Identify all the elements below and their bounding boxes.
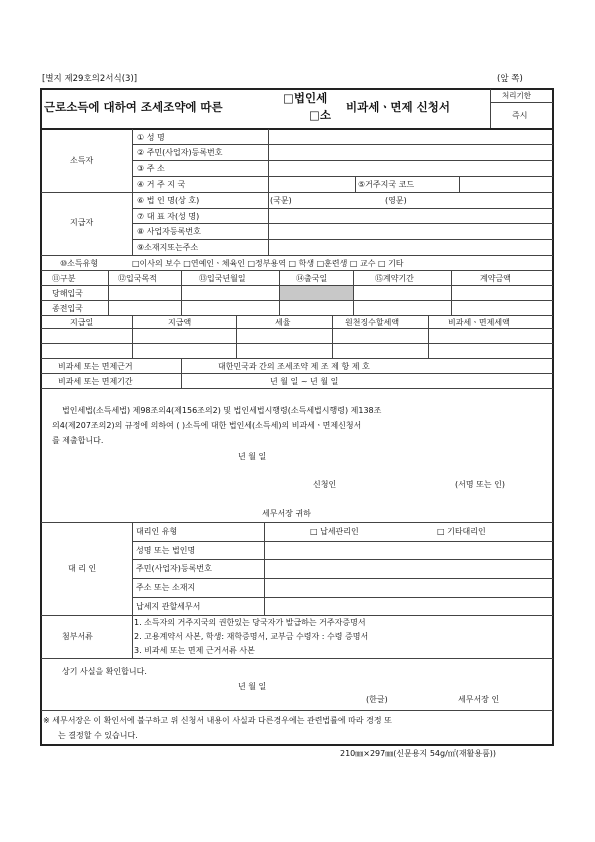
entry-col-header: ⑪구분 [52, 274, 76, 283]
field-corp-name-english: (영문) [385, 196, 407, 205]
confirm-seal-label: (한글) [366, 695, 388, 704]
form-id: [별지 제29호의2서식(3)] [42, 74, 138, 84]
confirm-date[interactable]: 년 월 일 [238, 682, 267, 691]
note-line: 는 결정할 수 있습니다. [58, 731, 138, 740]
payment-col-header: 비과세ㆍ면제세액 [448, 318, 510, 327]
form-title-suffix: 비과세ㆍ면제 신청서 [346, 100, 450, 114]
agent-type-tax-manager[interactable]: □ 납세관리인 [310, 527, 359, 536]
attachment-item: 3. 비과세 또는 면제 근거서류 사본 [134, 646, 255, 655]
field-biz-no-label: ⑧ 사업자등록번호 [137, 227, 201, 236]
processing-period-label: 처리기한 [502, 91, 531, 100]
payment-col-header: 원천징수할세액 [345, 318, 400, 327]
attachment-item: 2. 고용계약서 사본, 학생: 재학증명서, 교부금 수령자 : 수령 증명서 [134, 632, 369, 641]
form-frame [40, 88, 554, 746]
exemption-period-value[interactable]: 년 월 일 ~ 년 월 일 [270, 377, 339, 386]
agent-name-label: 성명 또는 법인명 [136, 546, 196, 555]
field-address-label: ③ 주 소 [137, 164, 165, 173]
exemption-basis-label: 비과세 또는 면제근거 [58, 362, 133, 371]
income-earner-label: 소득자 [70, 156, 94, 165]
entry-col-header: ⑬입국년월일 [199, 274, 246, 283]
agent-type-other[interactable]: □ 기타대리인 [437, 527, 486, 536]
payment-col-header: 세율 [275, 318, 291, 327]
statement-date[interactable]: 년 월 일 [238, 452, 267, 461]
field-corp-name-label: ⑥ 법 인 명(상 호) [137, 196, 200, 205]
entry-col-header: ⑮계약기간 [375, 274, 414, 283]
paper-spec: 210㎜×297㎜(신문용지 54g/㎡(재활용품)) [340, 749, 497, 758]
attachment-item: 1. 소득자의 거주지국의 권한있는 당국자가 발급하는 거주자증명서 [134, 618, 366, 627]
field-representative-label: ⑦ 대 표 자(성 명) [137, 212, 200, 221]
processing-period-value: 즉시 [512, 111, 528, 120]
agent-office-label: 납세지 관할세무서 [136, 602, 201, 611]
applicant-sign[interactable]: (서명 또는 인) [455, 480, 505, 489]
attachments-label: 첨부서류 [62, 632, 93, 641]
agent-id-label: 주민(사업자)등록번호 [136, 564, 212, 573]
statement-line: 법인세법(소득세법) 제98조의4(제156조의2) 및 법인세법시행령(소득세법시행령) 제138조 [62, 406, 382, 415]
income-type-label: ⑩소득유형 [60, 259, 99, 268]
field-residence-code-label: ⑤거주지국 코드 [358, 180, 415, 189]
income-type-options[interactable]: □이사의 보수 □연예인ㆍ체육인 □정부용역 □ 학생 □훈련생 □ 교수 □ 기타 [132, 259, 404, 268]
field-corp-name-korean: (국문) [270, 196, 292, 205]
entry-row-label: 종전입국 [52, 304, 83, 313]
exemption-period-label: 비과세 또는 면제기간 [58, 377, 133, 386]
applicant-label: 신청인 [313, 480, 337, 489]
payment-col-header: 지급일 [70, 318, 94, 327]
payment-col-header: 지급액 [168, 318, 192, 327]
confirm-chief: 세무서장 인 [458, 695, 500, 704]
entry-row-label: 당해입국 [52, 289, 83, 298]
payer-label: 지급자 [70, 218, 94, 227]
addressee: 세무서장 귀하 [262, 509, 311, 518]
title-option-income-tax[interactable]: □소 [309, 108, 331, 122]
field-id-no-label: ② 주민(사업자)등록번호 [137, 148, 223, 157]
statement-line: 의4(제207조의2)의 규정에 의하여 ( )소득에 대한 법인세(소득세)의 비과세ㆍ면제신청서 [52, 421, 362, 430]
note-line: ※ 세무서장은 이 확인서에 불구하고 위 신청서 내용이 사실과 다른경우에는 관련법률에 따라 경정 또 [43, 716, 392, 725]
entry-col-header: ⑭출국일 [296, 274, 328, 283]
title-option-corporate-tax[interactable]: □법인세 [283, 91, 328, 105]
agent-type-label: 대리인 유형 [136, 527, 178, 536]
shaded-cell [280, 286, 353, 300]
page-side: (앞 쪽) [497, 74, 523, 84]
entry-col-header: ⑫입국목적 [118, 274, 157, 283]
field-name-label: ① 성 명 [137, 133, 165, 142]
agent-section-label: 대 리 인 [68, 564, 97, 573]
field-residence-country-label: ④ 거 주 지 국 [137, 180, 186, 189]
confirm-text: 상기 사실을 확인합니다. [62, 667, 147, 676]
exemption-basis-value[interactable]: 대한민국과 간의 조세조약 제 조 제 항 제 호 [218, 362, 370, 371]
entry-col-header: 계약금액 [480, 274, 511, 283]
agent-address-label: 주소 또는 소재지 [136, 583, 196, 592]
field-location-label: ⑨소재지또는주소 [137, 243, 199, 252]
statement-line: 를 제출합니다. [52, 436, 104, 445]
form-title: 근로소득에 대하여 조세조약에 따른 [44, 100, 223, 114]
